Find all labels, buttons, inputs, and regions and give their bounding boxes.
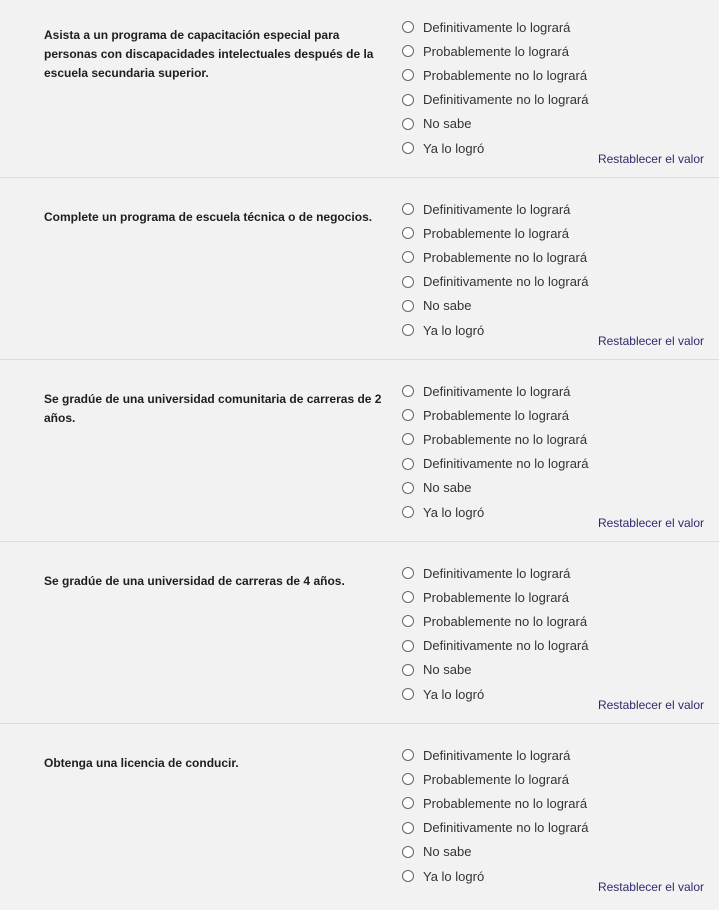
radio-button[interactable] [402, 458, 414, 470]
radio-group [402, 197, 588, 342]
radio-button[interactable] [402, 69, 414, 81]
radio-option[interactable] [402, 403, 588, 427]
radio-group [402, 743, 588, 888]
question-text: Asista a un programa de capacitación especial para personas con discapacidades intelectuales después de la escuela secundaria superior. [44, 28, 374, 80]
radio-option[interactable] [402, 767, 588, 791]
radio-option[interactable] [402, 294, 588, 318]
radio-option[interactable] [402, 427, 588, 451]
radio-button[interactable] [402, 409, 414, 421]
radio-option[interactable] [402, 682, 588, 706]
question-row [0, 0, 719, 178]
radio-button[interactable] [402, 797, 414, 809]
radio-option[interactable] [402, 634, 588, 658]
reset-value-link[interactable]: Restablecer el valor [597, 152, 704, 166]
radio-label[interactable]: Ya lo logró [423, 322, 485, 338]
radio-label[interactable]: Definitivamente lo logrará [423, 19, 571, 35]
radio-label[interactable]: Probablemente no lo logrará [423, 613, 588, 629]
radio-label[interactable]: Probablemente no lo logrará [423, 249, 588, 265]
radio-label[interactable]: Definitivamente no lo logrará [423, 638, 589, 654]
question-text: Obtenga una licencia de conducir. [44, 756, 239, 770]
radio-label[interactable]: Definitivamente lo logrará [423, 383, 571, 399]
radio-label[interactable]: Definitivamente no lo logrará [423, 456, 589, 472]
radio-option[interactable] [402, 476, 588, 500]
radio-option[interactable] [402, 88, 588, 112]
radio-label[interactable]: Probablemente lo logrará [423, 771, 569, 787]
radio-button[interactable] [402, 482, 414, 494]
radio-button[interactable] [402, 385, 414, 397]
radio-button[interactable] [402, 203, 414, 215]
radio-option[interactable] [402, 452, 588, 476]
question-row [0, 178, 719, 360]
question-row [0, 542, 719, 724]
radio-label[interactable]: No sabe [423, 298, 472, 314]
radio-option[interactable] [402, 743, 588, 767]
radio-button[interactable] [402, 300, 414, 312]
question-text: Complete un programa de escuela técnica o de negocios. [44, 210, 373, 224]
reset-value-link[interactable]: Restablecer el valor [597, 880, 704, 894]
radio-option[interactable] [402, 245, 588, 269]
radio-button[interactable] [402, 749, 414, 761]
radio-button[interactable] [402, 21, 414, 33]
radio-label[interactable]: Probablemente lo logrará [423, 43, 569, 59]
question-row [0, 360, 719, 542]
radio-label[interactable]: Definitivamente lo logrará [423, 201, 571, 217]
radio-button[interactable] [402, 45, 414, 57]
radio-option[interactable] [402, 270, 588, 294]
radio-button[interactable] [402, 773, 414, 785]
radio-button[interactable] [402, 664, 414, 676]
radio-label[interactable]: Probablemente lo logrará [423, 225, 569, 241]
radio-label[interactable]: Definitivamente lo logrará [423, 747, 571, 763]
radio-label[interactable]: Definitivamente lo logrará [423, 565, 571, 581]
radio-label[interactable]: Definitivamente no lo logrará [423, 820, 589, 836]
radio-label[interactable]: Ya lo logró [423, 868, 485, 884]
radio-button[interactable] [402, 615, 414, 627]
radio-option[interactable] [402, 840, 588, 864]
question-text: Se gradúe de una universidad de carreras de 4 años. [44, 574, 345, 588]
radio-button[interactable] [402, 94, 414, 106]
reset-value-link[interactable]: Restablecer el valor [597, 516, 704, 530]
radio-option[interactable] [402, 39, 588, 63]
radio-button[interactable] [402, 688, 414, 700]
radio-label[interactable]: Probablemente no lo logrará [423, 431, 588, 447]
radio-label[interactable]: Definitivamente no lo logrará [423, 274, 589, 290]
radio-option[interactable] [402, 609, 588, 633]
radio-label[interactable]: Probablemente no lo logrará [423, 67, 588, 83]
radio-option[interactable] [402, 500, 588, 524]
radio-option[interactable] [402, 221, 588, 245]
radio-label[interactable]: Ya lo logró [423, 686, 485, 702]
radio-label[interactable]: Probablemente lo logrará [423, 589, 569, 605]
radio-button[interactable] [402, 846, 414, 858]
radio-option[interactable] [402, 816, 588, 840]
radio-label[interactable]: Ya lo logró [423, 504, 485, 520]
radio-option[interactable] [402, 197, 588, 221]
radio-option[interactable] [402, 15, 588, 39]
radio-label[interactable]: No sabe [423, 662, 472, 678]
radio-button[interactable] [402, 822, 414, 834]
radio-option[interactable] [402, 379, 588, 403]
radio-label[interactable]: Probablemente no lo logrará [423, 795, 588, 811]
radio-button[interactable] [402, 870, 414, 882]
radio-button[interactable] [402, 251, 414, 263]
radio-button[interactable] [402, 567, 414, 579]
question-text: Se gradúe de una universidad comunitaria de carreras de 2 años. [44, 392, 382, 425]
radio-button[interactable] [402, 324, 414, 336]
radio-group [402, 379, 588, 524]
radio-button[interactable] [402, 433, 414, 445]
radio-option[interactable] [402, 658, 588, 682]
radio-button[interactable] [402, 276, 414, 288]
radio-label[interactable]: Definitivamente no lo logrará [423, 92, 589, 108]
radio-option[interactable] [402, 585, 588, 609]
radio-label[interactable]: No sabe [423, 844, 472, 860]
radio-option[interactable] [402, 864, 588, 888]
radio-label[interactable]: Probablemente lo logrará [423, 407, 569, 423]
radio-button[interactable] [402, 591, 414, 603]
radio-button[interactable] [402, 118, 414, 130]
question-row [0, 724, 719, 906]
radio-button[interactable] [402, 142, 414, 154]
radio-group [402, 15, 588, 160]
radio-option[interactable] [402, 791, 588, 815]
radio-option[interactable] [402, 318, 588, 342]
radio-option[interactable] [402, 63, 588, 87]
reset-value-link[interactable]: Restablecer el valor [597, 334, 704, 348]
radio-button[interactable] [402, 640, 414, 652]
radio-option[interactable] [402, 112, 588, 136]
radio-button[interactable] [402, 506, 414, 518]
reset-value-link[interactable]: Restablecer el valor [597, 698, 704, 712]
radio-group [402, 561, 588, 706]
radio-label[interactable]: Ya lo logró [423, 140, 485, 156]
radio-label[interactable]: No sabe [423, 116, 472, 132]
radio-option[interactable] [402, 136, 588, 160]
radio-label[interactable]: No sabe [423, 480, 472, 496]
radio-button[interactable] [402, 227, 414, 239]
radio-option[interactable] [402, 561, 588, 585]
